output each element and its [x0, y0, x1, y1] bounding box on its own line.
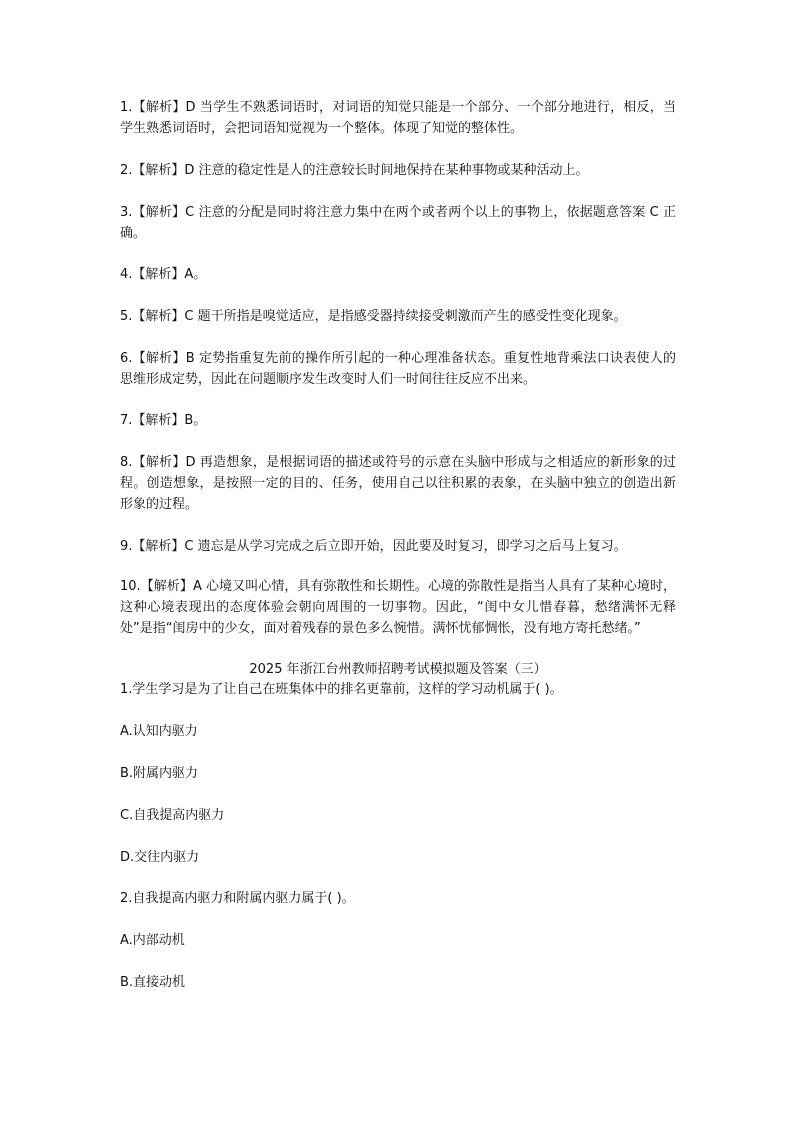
question-2-stem: 2.自我提高内驱力和附属内驱力属于( )。: [120, 891, 355, 906]
answer-2: 2.【解析】D 注意的稳定性是人的注意较长时间地保持在某种事物或某种活动上。: [120, 163, 589, 178]
question-1-option-a: A.认知内驱力: [120, 724, 198, 739]
section-title: 2025 年浙江台州教师招聘考试模拟题及答案（三）: [249, 662, 547, 677]
answer-9: 9.【解析】C 遗忘是从学习完成之后立即开始，因此要及时复习，即学习之后马上复习。: [120, 539, 627, 554]
question-1-option-b: B.附属内驱力: [120, 766, 199, 781]
question-1-option-d: D.交往内驱力: [120, 850, 200, 865]
question-2-option-b: B.直接动机: [120, 975, 186, 990]
answer-7: 7.【解析】B。: [120, 413, 207, 428]
answer-8: 8.【解析】D 再造想象，是根据词语的描述或符号的示意在头脑中形成与之相适应的新形象的过程。创造想象，是按照一定的目的、任务，使用自己以往积累的表象，在头脑中独立的创造出新形象的过程。: [120, 455, 676, 512]
answer-1: 1.【解析】D 当学生不熟悉词语时，对词语的知觉只能是一个部分、一个部分地进行，相反，当学生熟悉词语时，会把词语知觉视为一个整体。体现了知觉的整体性。: [120, 100, 676, 136]
question-2-option-a: A.内部动机: [120, 933, 185, 948]
answer-10: 10.【解析】A 心境又叫心情，具有弥散性和长期性。心境的弥散性是指当人具有了某种心境时，这种心境表现出的态度体验会朝向周围的一切事物。因此，“闺中女儿惜春暮，愁绪满怀无释处”是指“闺房中的少女，面对着残春的景色多么惋惜。满怀忧郁惆怅，没有地方寄托愁绪。”: [120, 579, 676, 636]
question-1-stem: 1.学生学习是为了让自己在班集体中的排名更靠前，这样的学习动机属于( )。: [120, 682, 563, 697]
answer-5: 5.【解析】C 题干所指是嗅觉适应，是指感受器持续接受刺激而产生的感受性变化现象。: [120, 309, 627, 324]
answer-6: 6.【解析】B 定势指重复先前的操作所引起的一种心理准备状态。重复性地背乘法口诀表使人的思维形成定势，因此在问题顺序发生改变时人们一时间往往反应不出来。: [120, 351, 676, 387]
answer-4: 4.【解析】A。: [120, 267, 207, 282]
answer-3: 3.【解析】C 注意的分配是同时将注意力集中在两个或者两个以上的事物上，依据题意答案 C 正确。: [120, 205, 676, 241]
question-1-option-c: C.自我提高内驱力: [120, 808, 225, 823]
